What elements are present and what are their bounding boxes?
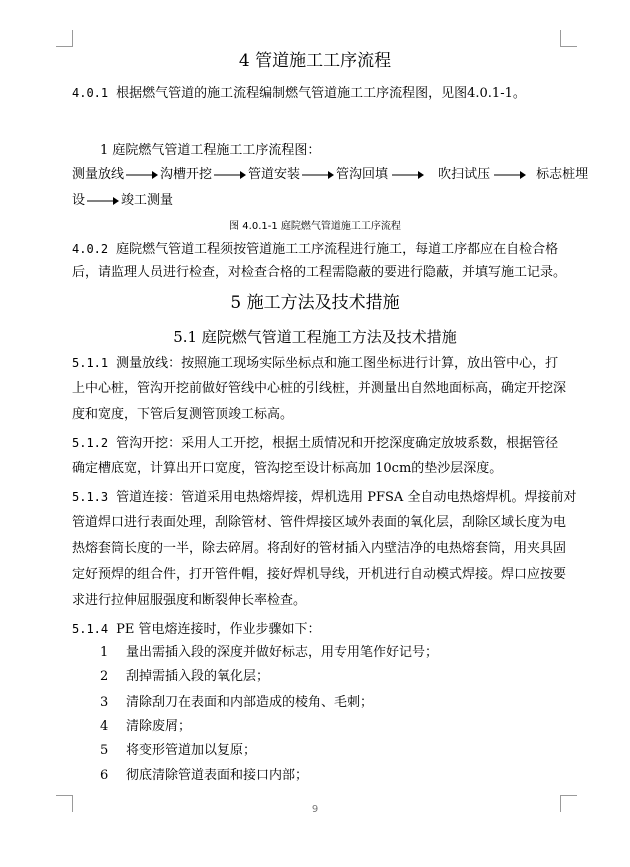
section-4-title: 4 管道施工工序流程 — [238, 51, 392, 71]
list-item-number: 5 — [100, 743, 109, 758]
page-number: 9 — [311, 804, 319, 815]
paragraph-5-1-2-line1 — [72, 434, 558, 453]
list-item-number: 2 — [100, 669, 109, 684]
flow-line-1 — [72, 166, 589, 184]
paragraph-5-1-2-line2: 确定槽底宽，计算出开口宽度，管沟挖至设计标高加 10cm的垫沙层深度。 — [72, 461, 503, 476]
section-5-1-title: 5.1 庭院燃气管道工程施工方法及技术措施 — [173, 328, 457, 346]
paragraph-4-0-1 — [72, 84, 558, 103]
flow-step-marker: 标志桩埋 — [536, 167, 589, 182]
list-item-number: 6 — [100, 768, 109, 783]
arrow-right-icon — [302, 170, 334, 180]
list-item-text: 将变形管道加以复原； — [126, 743, 257, 758]
flow-step-survey: 测量放线 — [72, 167, 125, 182]
list-item — [100, 644, 438, 662]
arrow-right-icon — [392, 170, 424, 180]
section-5-title: 5 施工方法及技术措施 — [230, 293, 400, 313]
list-item — [100, 718, 191, 736]
flow-step-purge: 吹扫试压 — [438, 167, 491, 182]
paragraph-5-1-3-line2: 管道焊口进行表面处理，刮除管材、管件焊接区域外表面的氧化层，刮除区域长度为电 — [72, 515, 567, 530]
paragraph-text: 根据燃气管道的施工流程编制燃气管道施工工序流程图，见图4.0.1-1。 — [116, 86, 526, 101]
arrow-right-icon — [494, 170, 526, 180]
paragraph-5-1-3-line1 — [72, 488, 577, 507]
list-item-text: 彻底清除管道表面和接口内部； — [126, 768, 309, 783]
clause-number: 5.1.4 — [72, 622, 109, 636]
arrow-right-icon — [126, 170, 158, 180]
flow-line-2 — [72, 192, 558, 210]
flow-step-install: 管道安装 — [248, 167, 301, 182]
paragraph-5-1-4 — [72, 620, 558, 639]
clause-number: 5.1.1 — [72, 356, 109, 370]
paragraph-text: 管沟开挖：采用人工开挖，根据土质情况和开挖深度确定放坡系数，根据管径 — [116, 436, 559, 451]
paragraph-5-1-1-line3: 度和宽度，下管后复测管顶竣工标高。 — [72, 407, 294, 422]
clause-number: 4.0.2 — [72, 242, 109, 256]
paragraph-text: 管道连接：管道采用电热熔焊接，焊机选用 PFSA 全自动电热熔焊机。焊接前对 — [116, 490, 577, 505]
paragraph-text: 测量放线：按照施工现场实际坐标点和施工图坐标进行计算，放出管中心，打 — [116, 356, 559, 371]
paragraph-text: PE 管电熔连接时，作业步骤如下： — [116, 622, 321, 637]
clause-number: 4.0.1 — [72, 86, 109, 100]
flow-title: 1 庭院燃气管道工程施工工序流程图： — [100, 143, 321, 158]
crop-mark-top-left — [56, 30, 73, 47]
list-item — [100, 742, 256, 760]
list-item-text: 清除废屑； — [126, 719, 192, 734]
flow-step-as-built: 竣工测量 — [121, 193, 174, 208]
paragraph-5-1-3-line4: 定好预焊的组合件，打开管件帽，接好焊机导线，开机进行自动模式焊接。焊口应按要 — [72, 567, 567, 582]
paragraph-4-0-2-line2: 后，请监理人员进行检查，对检查合格的工程需隐蔽的要进行隐蔽，并填写施工记录。 — [72, 265, 567, 280]
crop-mark-top-right — [560, 30, 577, 47]
list-item-text: 刮掉需插入段的氧化层； — [126, 669, 270, 684]
clause-number: 5.1.3 — [72, 490, 109, 504]
list-item — [100, 668, 269, 686]
paragraph-5-1-1-line1 — [72, 354, 558, 373]
clause-number: 5.1.2 — [72, 436, 109, 450]
flow-step-trench: 沟槽开挖 — [160, 167, 213, 182]
flow-step-backfill: 管沟回填 — [336, 167, 389, 182]
arrow-right-icon — [87, 196, 119, 206]
paragraph-text: 庭院燃气管道工程须按管道施工工序流程进行施工，每道工序都应在自检合格 — [116, 242, 559, 257]
figure-caption: 图 4.0.1-1 庭院燃气管道施工工序流程 — [229, 221, 401, 232]
list-item — [100, 767, 308, 785]
paragraph-5-1-3-line5: 求进行拉伸屈服强度和断裂伸长率检查。 — [72, 593, 307, 608]
flow-step-marker-cont: 设 — [72, 193, 86, 208]
list-item-text: 清除刮刀在表面和内部造成的棱角、毛刺； — [126, 695, 374, 710]
list-item-text: 量出需插入段的深度并做好标志，用专用笔作好记号； — [126, 645, 439, 660]
arrow-right-icon — [214, 170, 246, 180]
list-item — [100, 694, 373, 712]
list-item-number: 1 — [100, 645, 109, 660]
paragraph-4-0-2-line1 — [72, 240, 558, 259]
list-item-number: 3 — [100, 695, 109, 710]
paragraph-5-1-3-line3: 热熔套筒长度的一半，除去碎屑。将刮好的管材插入内壁洁净的电热熔套筒，用夹具固 — [72, 541, 567, 556]
paragraph-5-1-1-line2: 上中心桩，管沟开挖前做好管线中心桩的引线桩，并测量出自然地面标高，确定开挖深 — [72, 381, 567, 396]
list-item-number: 4 — [100, 719, 109, 734]
